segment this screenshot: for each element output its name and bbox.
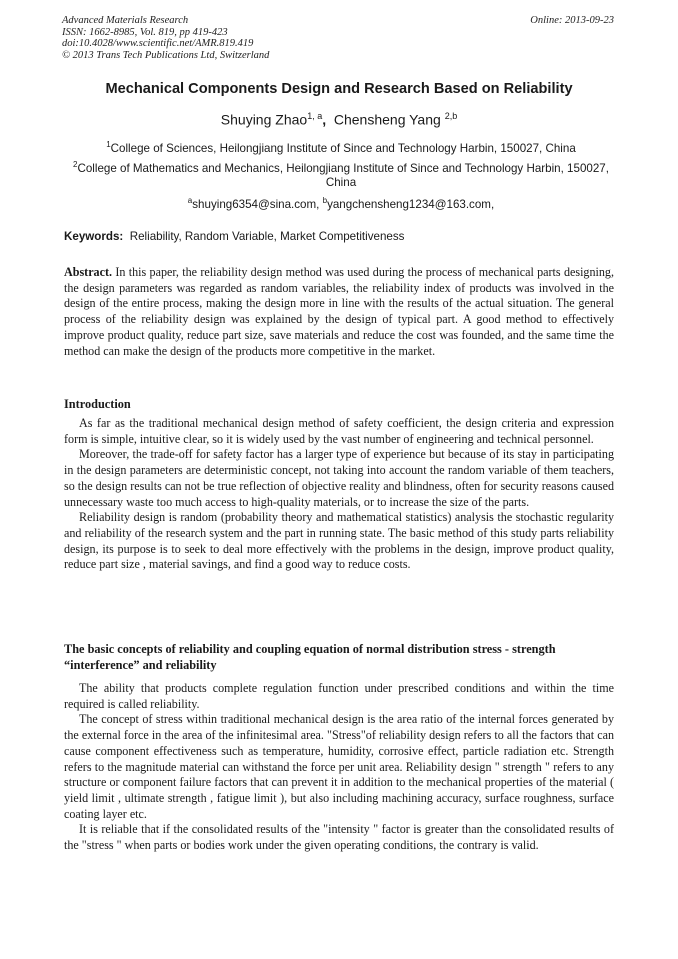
email-a-superscript: a bbox=[187, 196, 193, 205]
email-line bbox=[60, 194, 622, 212]
doi-line: doi:10.4028/www.scientific.net/AMR.819.419 bbox=[62, 38, 254, 50]
email-b: yangchensheng1234@163.com, bbox=[327, 197, 495, 211]
author-1-superscript: 1, a bbox=[307, 111, 323, 121]
basic-concepts-heading: The basic concepts of reliability and coupling equation of normal distribution stress - strength “interference” and reliability bbox=[64, 642, 556, 672]
affiliation-2 bbox=[60, 158, 622, 191]
copyright-line: © 2013 Trans Tech Publications Ltd, Switzerland bbox=[62, 49, 270, 61]
introduction-section bbox=[64, 416, 614, 573]
affiliation-1-text: College of Sciences, Heilongjiang Institute of Since and Technology Harbin, 150027, China bbox=[110, 141, 576, 155]
abstract-label: Abstract. bbox=[64, 265, 113, 279]
online-date: Online: 2013-09-23 bbox=[530, 15, 614, 26]
paper-title: Mechanical Components Design and Research Based on Reliability bbox=[105, 81, 573, 97]
keywords-text: Reliability, Random Variable, Market Competitiveness bbox=[129, 230, 405, 243]
affiliation-1-superscript: 1 bbox=[106, 140, 111, 149]
abstract-section bbox=[64, 265, 614, 359]
basic-concepts-paragraph-1: The ability that products complete regulation function under prescribed conditions and within the time required is called reliability. bbox=[64, 681, 614, 711]
abstract-paragraph bbox=[64, 265, 614, 359]
author-separator: , bbox=[322, 111, 327, 128]
email-a: shuying6354@sina.com, bbox=[192, 197, 323, 211]
introduction-paragraph-3: Reliability design is random (probability theory and mathematical statistics) analysis the stochastic regularity and reliability of the research system and the part in running state. The basic method of this study parts reliability design, its purpose is to seek to deal more effectively with the problems in the design, improve product quality, reduce part size , material savings, and find a good way to reduce costs. bbox=[64, 510, 614, 572]
introduction-paragraph-1: As far as the traditional mechanical design method of safety coefficient, the design criteria and expression form is simple, intuitive clear, so it is widely used by the vast number of engineering and technical personnel. bbox=[64, 416, 614, 446]
introduction-heading: Introduction bbox=[64, 397, 131, 411]
author-1-name: Shuying Zhao bbox=[220, 111, 308, 128]
email-b-superscript: b bbox=[322, 196, 328, 205]
keywords-label: Keywords: bbox=[64, 230, 124, 243]
basic-concepts-paragraph-3: It is reliable that if the consolidated results of the "intensity " factor is greater than the consolidated results of the "stress " when parts or bodies work under the given operating conditions, the contrary is valid. bbox=[64, 822, 614, 853]
basic-concepts-section bbox=[64, 681, 614, 854]
abstract-text: In this paper, the reliability design method was used during the process of mechanical parts designing, the design parameters was regarded as random variables, the reliability index of products was involved in the design of the entire process, making the design more in line with the results of the actual situation. The general process of the reliability design was explained by the design of typical part. A good method to effectively improve product quality, reduce part size, save materials and reduce the cost was founded, and the same time the method can make the design of the products more competitive in the market. bbox=[64, 265, 614, 358]
author-2-superscript: 2,b bbox=[444, 111, 458, 121]
introduction-paragraph-2: Moreover, the trade-off for safety factor has a larger type of experience but because of its stay in participating in the design parameters are deterministic concept, not taking into account the random variable of them teachers, so the design results can not be true reflection of objective reality and blindness, often for security reasons caused unnecessary waste too much access to high-quality materials, or to increase the size of the parts. bbox=[64, 447, 614, 509]
basic-concepts-paragraph-2: The concept of stress within traditional mechanical design is the area ratio of the internal forces generated by the external force in the area of the infinitesimal area. "Stress"of reliability design refers to all the factors that can cause component effectiveness such as temperature, humidity, corrosive effect, particle radiation etc. Strength refers to the magnitude material can withstand the force per unit area. Reliability design " strength " refers to any structure or component failure factors that can prevent it in addition to the mechanical properties of the material ( yield limit , ultimate strength , fatigue limit ), but also including machining accuracy, surface roughness, surface coating layer etc. bbox=[64, 712, 614, 821]
affiliation-1 bbox=[60, 138, 622, 156]
journal-meta bbox=[62, 15, 269, 61]
issn-line: ISSN: 1662-8985, Vol. 819, pp 419-423 bbox=[62, 26, 228, 38]
affiliation-2-superscript: 2 bbox=[73, 160, 78, 169]
journal-name: Advanced Materials Research bbox=[62, 15, 189, 26]
affiliation-2-text: College of Mathematics and Mechanics, Heilongjiang Institute of Since and Technology Harbin, 150027, China bbox=[77, 161, 609, 190]
author-2-name: Chensheng Yang bbox=[333, 111, 441, 128]
author-line bbox=[0, 111, 678, 128]
keywords-line bbox=[64, 230, 404, 243]
